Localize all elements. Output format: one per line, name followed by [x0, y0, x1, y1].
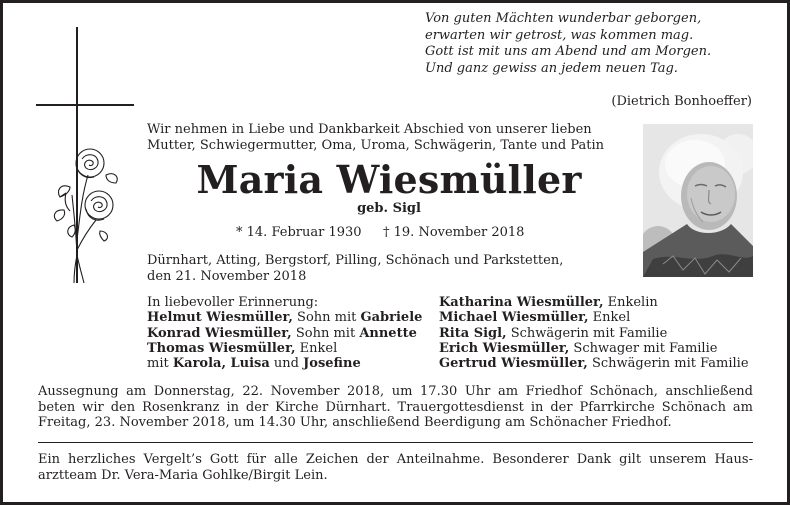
mourners-left: [147, 295, 427, 371]
mourner-name: Helmut Wiesmüller,: [147, 310, 293, 326]
mourner-name: Thomas Wiesmüller,: [147, 340, 296, 356]
poem-line: erwarten wir getrost, was kommen mag.: [425, 27, 694, 43]
mourner-entry: [439, 341, 759, 356]
mourner-name: Katharina Wiesmüller,: [439, 295, 604, 310]
thanks-line: arztteam Dr. Vera-Maria Gohlke/Birgit Lein.: [38, 467, 328, 483]
poem: [425, 11, 755, 77]
ceremony-line: beten wir den Rosenkranz in der Kirche Dürnhart. Trauergottesdienst in der Pfarrkirche Schönach am: [38, 399, 753, 415]
mourner-entry: [147, 326, 427, 341]
intro-text: [147, 122, 632, 154]
mourner-children: [147, 356, 427, 371]
ceremony-line: Freitag, 23. November 2018, um 14.30 Uhr, anschließend Beerdigung am Schönacher Friedhof.: [38, 415, 672, 430]
places-line: Dürnhart, Atting, Bergstorf, Pilling, Schönach und Parkstetten,: [147, 253, 564, 268]
mourner-partner: Gabriele: [360, 310, 423, 326]
mourner-relation: Schwägerin mit Familie: [506, 325, 668, 341]
mourner-relation: Schwager mit Familie: [569, 340, 718, 356]
thanks-line: Ein herzliches Vergelt’s Gott für alle Zeichen der Anteilnahme. Besonderer Dank gilt unserem Haus-: [38, 452, 753, 467]
intro-line: Wir nehmen in Liebe und Dankbarkeit Abschied von unserer lieben: [147, 122, 592, 137]
mourner-entry: [147, 310, 427, 325]
poem-line: Und ganz gewiss an jedem neuen Tag.: [425, 60, 678, 76]
mourner-name: Michael Wiesmüller,: [439, 310, 589, 326]
mourner-name: Konrad Wiesmüller,: [147, 325, 292, 341]
birth-name: geb. Sigl: [357, 201, 421, 216]
places-and-date: [147, 253, 627, 285]
mourner-relation: Sohn mit: [291, 325, 360, 341]
mourners-right: [439, 295, 759, 371]
children-last: Josefine: [303, 356, 361, 372]
mourner-relation: Enkel: [588, 310, 631, 326]
ceremony-line: Aussegnung am Donnerstag, 22. November 2018, um 17.30 Uhr am Friedhof Schönach, anschließend: [38, 384, 753, 399]
poem-line: Gott ist mit uns am Abend und am Morgen.: [425, 44, 712, 59]
mourner-entry: [439, 326, 759, 341]
mourner-entry: [439, 356, 759, 371]
ceremony-details: [38, 384, 753, 431]
mourner-name: Rita Sigl,: [439, 325, 507, 341]
cross-with-roses: [30, 25, 135, 285]
children-prefix: mit: [147, 356, 173, 372]
poem-line: Von guten Mächten wunderbar geborgen,: [425, 11, 702, 26]
roses-icon: [54, 149, 117, 283]
mourner-partner: Annette: [359, 325, 417, 341]
mourner-entry: [439, 310, 759, 325]
birth-date: * 14. Februar 1930: [236, 225, 362, 240]
children-and: und: [269, 356, 304, 372]
portrait-photo: [643, 124, 753, 277]
thanks-text: [38, 452, 753, 483]
death-date: † 19. November 2018: [383, 225, 525, 240]
mourner-entry: [439, 295, 759, 310]
deceased-name: Maria Wiesmüller: [196, 157, 582, 202]
mourner-name: Erich Wiesmüller,: [439, 340, 570, 356]
mourner-relation: Enkelin: [603, 295, 658, 310]
mourners-heading: In liebevoller Erinnerung:: [147, 295, 319, 310]
date-line: den 21. November 2018: [147, 269, 307, 284]
intro-line: Mutter, Schwiegermutter, Oma, Uroma, Schwägerin, Tante und Patin: [147, 138, 605, 153]
mourner-relation: Enkel: [295, 340, 338, 356]
cross-icon: [30, 25, 135, 285]
divider: [38, 442, 753, 443]
mourner-entry: [147, 341, 427, 356]
mourner-relation: Sohn mit: [292, 310, 361, 326]
mourner-relation: Schwägerin mit Familie: [587, 356, 749, 372]
children-names: Karola, Luisa: [172, 356, 270, 372]
poem-author: (Dietrich Bonhoeffer): [611, 94, 752, 109]
mourner-name: Gertrud Wiesmüller,: [439, 356, 588, 372]
